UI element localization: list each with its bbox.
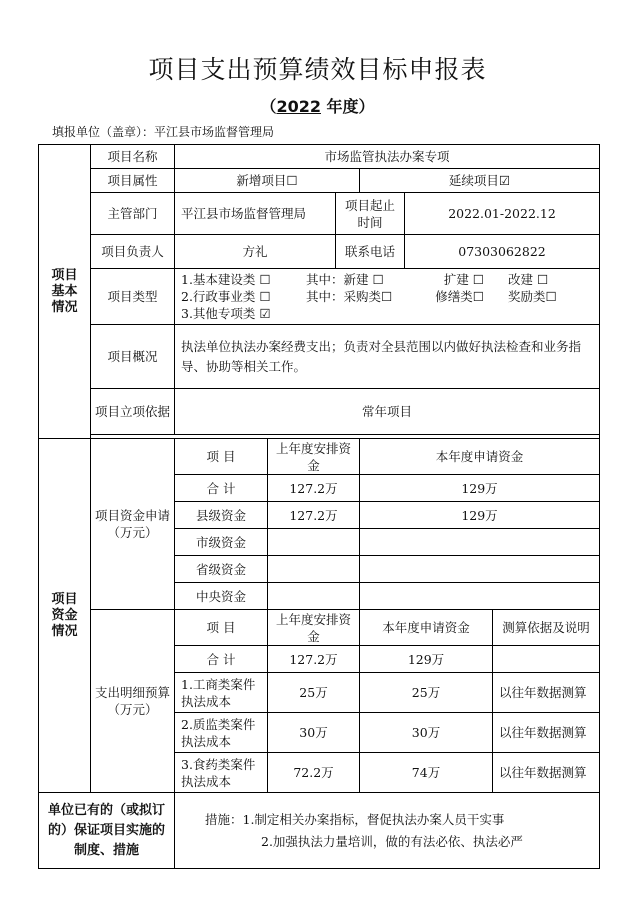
guarantee-line-1: 措施：1.制定相关办案指标，督促执法办案人员干实事: [205, 811, 505, 827]
detail-cell: 30万: [360, 713, 493, 753]
type-line-3: [181, 305, 596, 322]
apply-cell: [268, 556, 360, 583]
apply-cell: 合 计: [175, 475, 268, 502]
period-label: 项目起止时间: [336, 193, 405, 235]
type-procurement: 其中：采购类☐: [306, 289, 393, 304]
row-overview: [39, 325, 600, 389]
detail-header-item: 项 目: [175, 610, 268, 646]
attr-new-project: 新增项目☐: [175, 169, 360, 193]
row-apply-header: [39, 439, 600, 475]
type-repair: 修缮类☐: [435, 289, 484, 304]
detail-cell: 3.食药类案件执法成本: [175, 753, 268, 793]
year-prefix: （: [260, 97, 277, 116]
type-expansion: 扩建 ☐: [443, 272, 484, 287]
detail-cell: 129万: [360, 646, 493, 673]
apply-cell: 省级资金: [175, 556, 268, 583]
detail-cell: 以往年数据测算: [493, 753, 600, 793]
apply-cell: 129万: [360, 475, 600, 502]
funds-section-label: 项目资金情况: [39, 439, 91, 793]
row-dept: [39, 193, 600, 235]
type-reward: 奖励类☐: [508, 289, 557, 304]
detail-cell: 合 计: [175, 646, 268, 673]
type-administrative: 2.行政事业类 ☐: [181, 289, 271, 304]
dept-label: 主管部门: [91, 193, 175, 235]
type-new-build: 其中：新建 ☐: [306, 272, 384, 287]
apply-label: 项目资金申请（万元）: [91, 439, 175, 610]
apply-header-item: 项 目: [175, 439, 268, 475]
detail-cell: 25万: [268, 673, 360, 713]
year-heading: [0, 94, 635, 117]
detail-cell: 74万: [360, 753, 493, 793]
apply-cell: [268, 529, 360, 556]
overview-value: 执法单位执法办案经费支出；负责对全县范围以内做好执法检查和业务指导、协助等相关工作。: [175, 325, 600, 389]
apply-cell: 127.2万: [268, 502, 360, 529]
apply-cell: 129万: [360, 502, 600, 529]
page-title: 项目支出预算绩效目标申报表: [148, 55, 487, 84]
overview-label: 项目概况: [91, 325, 175, 389]
detail-cell: 1.工商类案件执法成本: [175, 673, 268, 713]
row-guarantee: [39, 793, 600, 869]
attr-continuing-project: 延续项目☑: [360, 169, 600, 193]
detail-cell: 2.质监类案件执法成本: [175, 713, 268, 753]
apply-cell: [360, 583, 600, 610]
row-project-attr: [39, 169, 600, 193]
guarantee-measures: [175, 793, 600, 869]
row-project-name: [39, 145, 600, 169]
leader-value: 方礼: [175, 235, 336, 269]
type-basic-construction: 1.基本建设类 ☐: [181, 272, 271, 287]
application-form-table: [38, 144, 600, 869]
project-type-label: 项目类型: [91, 269, 175, 325]
basic-section-label: 项目基本情况: [39, 145, 91, 439]
apply-cell: 市级资金: [175, 529, 268, 556]
apply-cell: [360, 529, 600, 556]
detail-cell: 以往年数据测算: [493, 673, 600, 713]
detail-header-last: 上年度安排资金: [268, 610, 360, 646]
type-renovation: 改建 ☐: [508, 272, 549, 287]
apply-cell: 127.2万: [268, 475, 360, 502]
row-project-type: [39, 269, 600, 325]
type-other-special: 3.其他专项类 ☑: [181, 306, 271, 321]
type-line-2: [181, 288, 596, 305]
basis-label: 项目立项依据: [91, 389, 175, 435]
basis-value: 常年项目: [175, 389, 600, 435]
reporting-unit: 填报单位（盖章）：平江县市场监督管理局: [52, 125, 275, 139]
apply-cell: [268, 583, 360, 610]
period-value: 2022.01-2022.12: [405, 193, 600, 235]
apply-cell: 县级资金: [175, 502, 268, 529]
project-attr-label: 项目属性: [91, 169, 175, 193]
detail-cell: 72.2万: [268, 753, 360, 793]
project-name-value: 市场监管执法办案专项: [175, 145, 600, 169]
type-line-1: [181, 271, 596, 288]
detail-cell: 30万: [268, 713, 360, 753]
row-leader: [39, 235, 600, 269]
detail-cell: [493, 646, 600, 673]
year-value: 2022: [276, 97, 321, 116]
year-suffix: 年度）: [320, 97, 375, 116]
leader-label: 项目负责人: [91, 235, 175, 269]
detail-cell: 127.2万: [268, 646, 360, 673]
apply-header-last: 上年度安排资金: [268, 439, 360, 475]
apply-header-this: 本年度申请资金: [360, 439, 600, 475]
project-name-label: 项目名称: [91, 145, 175, 169]
row-basis: [39, 389, 600, 435]
guarantee-label: 单位已有的（或拟订的）保证项目实施的制度、措施: [39, 793, 175, 869]
dept-value: 平江县市场监督管理局: [175, 193, 336, 235]
row-detail-header: [39, 610, 600, 646]
detail-cell: 25万: [360, 673, 493, 713]
apply-cell: [360, 556, 600, 583]
project-type-options: [175, 269, 600, 325]
phone-value: 07303062822: [405, 235, 600, 269]
guarantee-line-2: 2.加强执法力量培训，做的有法必依、执法必严: [261, 833, 523, 849]
apply-cell: 中央资金: [175, 583, 268, 610]
detail-header-basis: 测算依据及说明: [493, 610, 600, 646]
detail-label: 支出明细预算（万元）: [91, 610, 175, 793]
phone-label: 联系电话: [336, 235, 405, 269]
detail-header-this: 本年度申请资金: [360, 610, 493, 646]
detail-cell: 以往年数据测算: [493, 713, 600, 753]
